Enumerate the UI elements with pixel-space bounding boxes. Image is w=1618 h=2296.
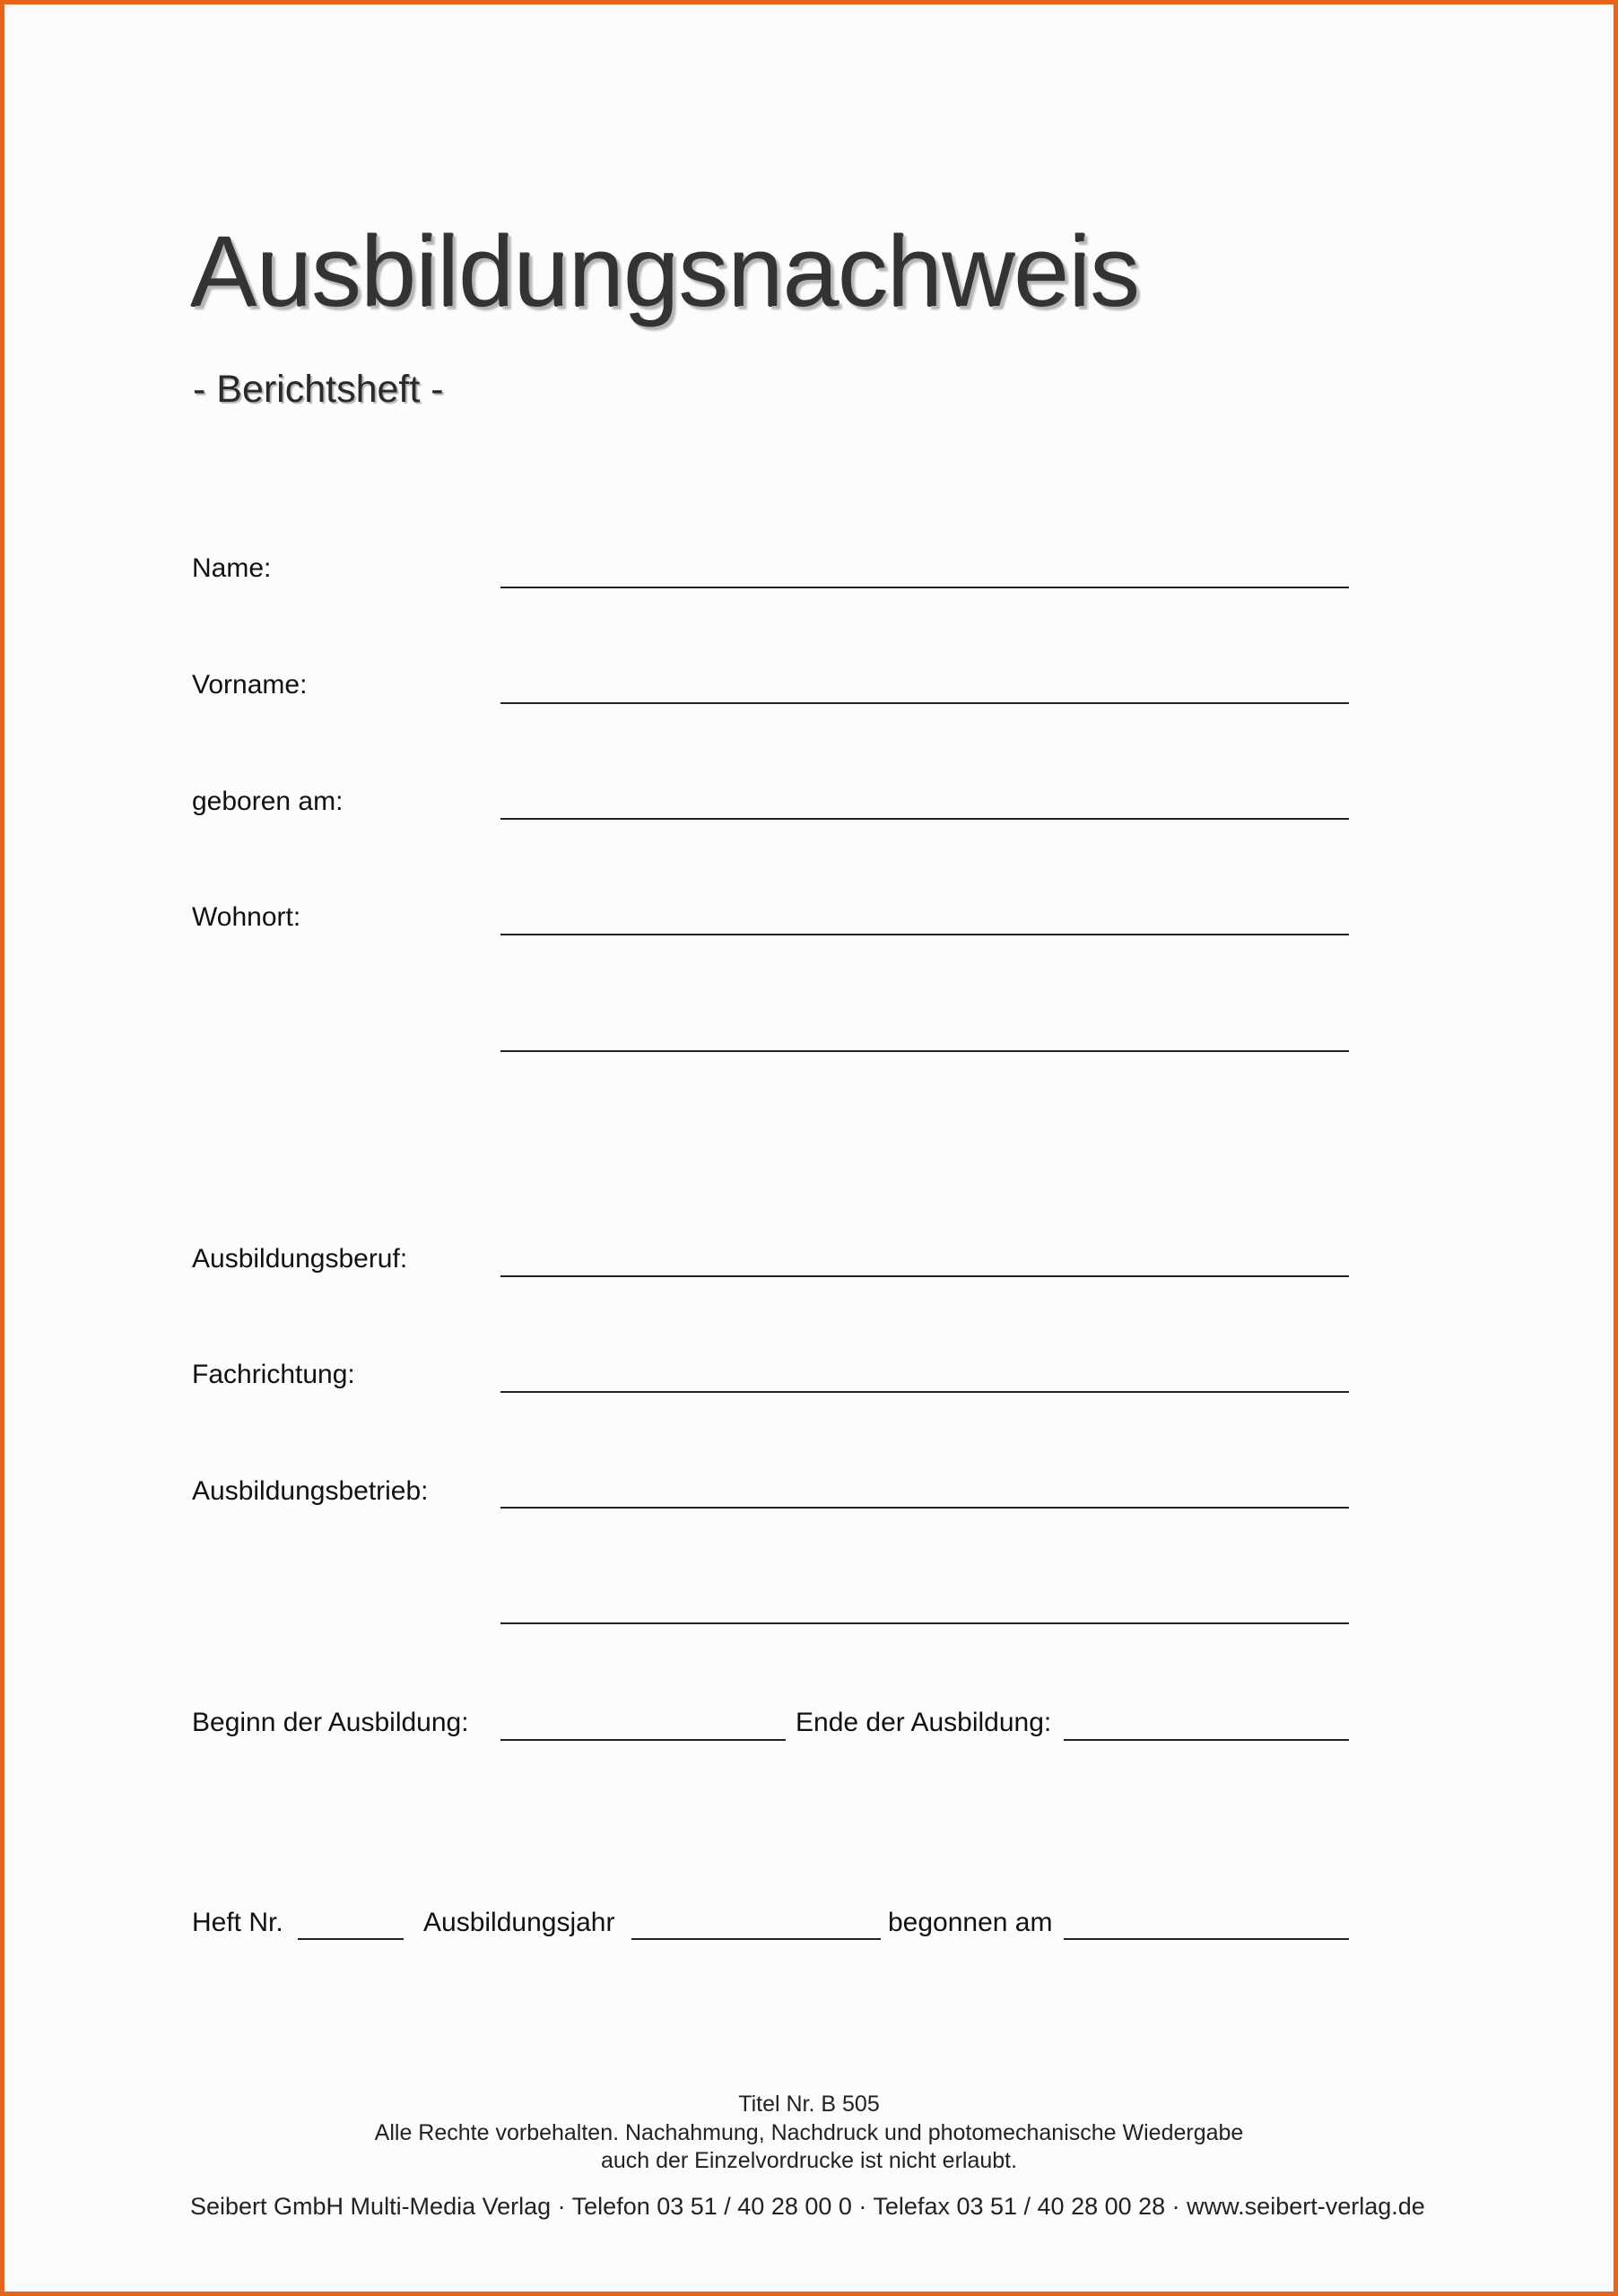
name-label: Name: xyxy=(192,553,272,583)
wohnort-label: Wohnort: xyxy=(192,902,301,932)
ende-field[interactable] xyxy=(1064,1739,1349,1741)
ausbildungsjahr-field[interactable] xyxy=(631,1938,881,1940)
ausbildungsjahr-label: Ausbildungsjahr xyxy=(423,1908,615,1937)
wohnort-field-line-2[interactable] xyxy=(500,1050,1349,1052)
ende-label: Ende der Ausbildung: xyxy=(796,1708,1052,1737)
wohnort-field-line-1[interactable] xyxy=(500,934,1349,935)
ausbildungsbetrieb-label: Ausbildungsbetrieb: xyxy=(192,1476,429,1506)
fachrichtung-label: Fachrichtung: xyxy=(192,1360,355,1389)
name-field[interactable] xyxy=(500,587,1349,588)
document-title: Ausbildungsnachweis xyxy=(190,215,1140,327)
geboren-label: geboren am: xyxy=(192,787,344,816)
vorname-label: Vorname: xyxy=(192,670,308,700)
heft-field[interactable] xyxy=(298,1938,404,1940)
ausbildungsbetrieb-field-line-2[interactable] xyxy=(500,1622,1349,1624)
footer-publisher: Seibert GmbH Multi-Media Verlag · Telefon 03 51 / 40 28 00 0 · Telefax 03 51 / 40 28 00 28 · www.seibert-verlag.de xyxy=(190,2193,1425,2220)
document-subtitle: - Berichtsheft - xyxy=(193,368,444,411)
begonnen-field[interactable] xyxy=(1064,1938,1349,1940)
ausbildungsberuf-label: Ausbildungsberuf: xyxy=(192,1244,408,1274)
fachrichtung-field[interactable] xyxy=(500,1391,1349,1393)
geboren-field[interactable] xyxy=(500,818,1349,820)
footer-titel: Titel Nr. B 505 xyxy=(738,2092,880,2117)
begonnen-label: begonnen am xyxy=(888,1908,1053,1937)
footer-rights-1: Alle Rechte vorbehalten. Nachahmung, Nachdruck und photomechanische Wiedergabe xyxy=(374,2120,1244,2145)
vorname-field[interactable] xyxy=(500,702,1349,704)
footer-rights-2: auch der Einzelvordrucke ist nicht erlaubt. xyxy=(600,2148,1018,2173)
beginn-field[interactable] xyxy=(500,1739,786,1741)
ausbildungsberuf-field[interactable] xyxy=(500,1275,1349,1277)
beginn-label: Beginn der Ausbildung: xyxy=(192,1708,469,1737)
ausbildungsbetrieb-field-line-1[interactable] xyxy=(500,1507,1349,1509)
heft-label: Heft Nr. xyxy=(192,1908,283,1937)
